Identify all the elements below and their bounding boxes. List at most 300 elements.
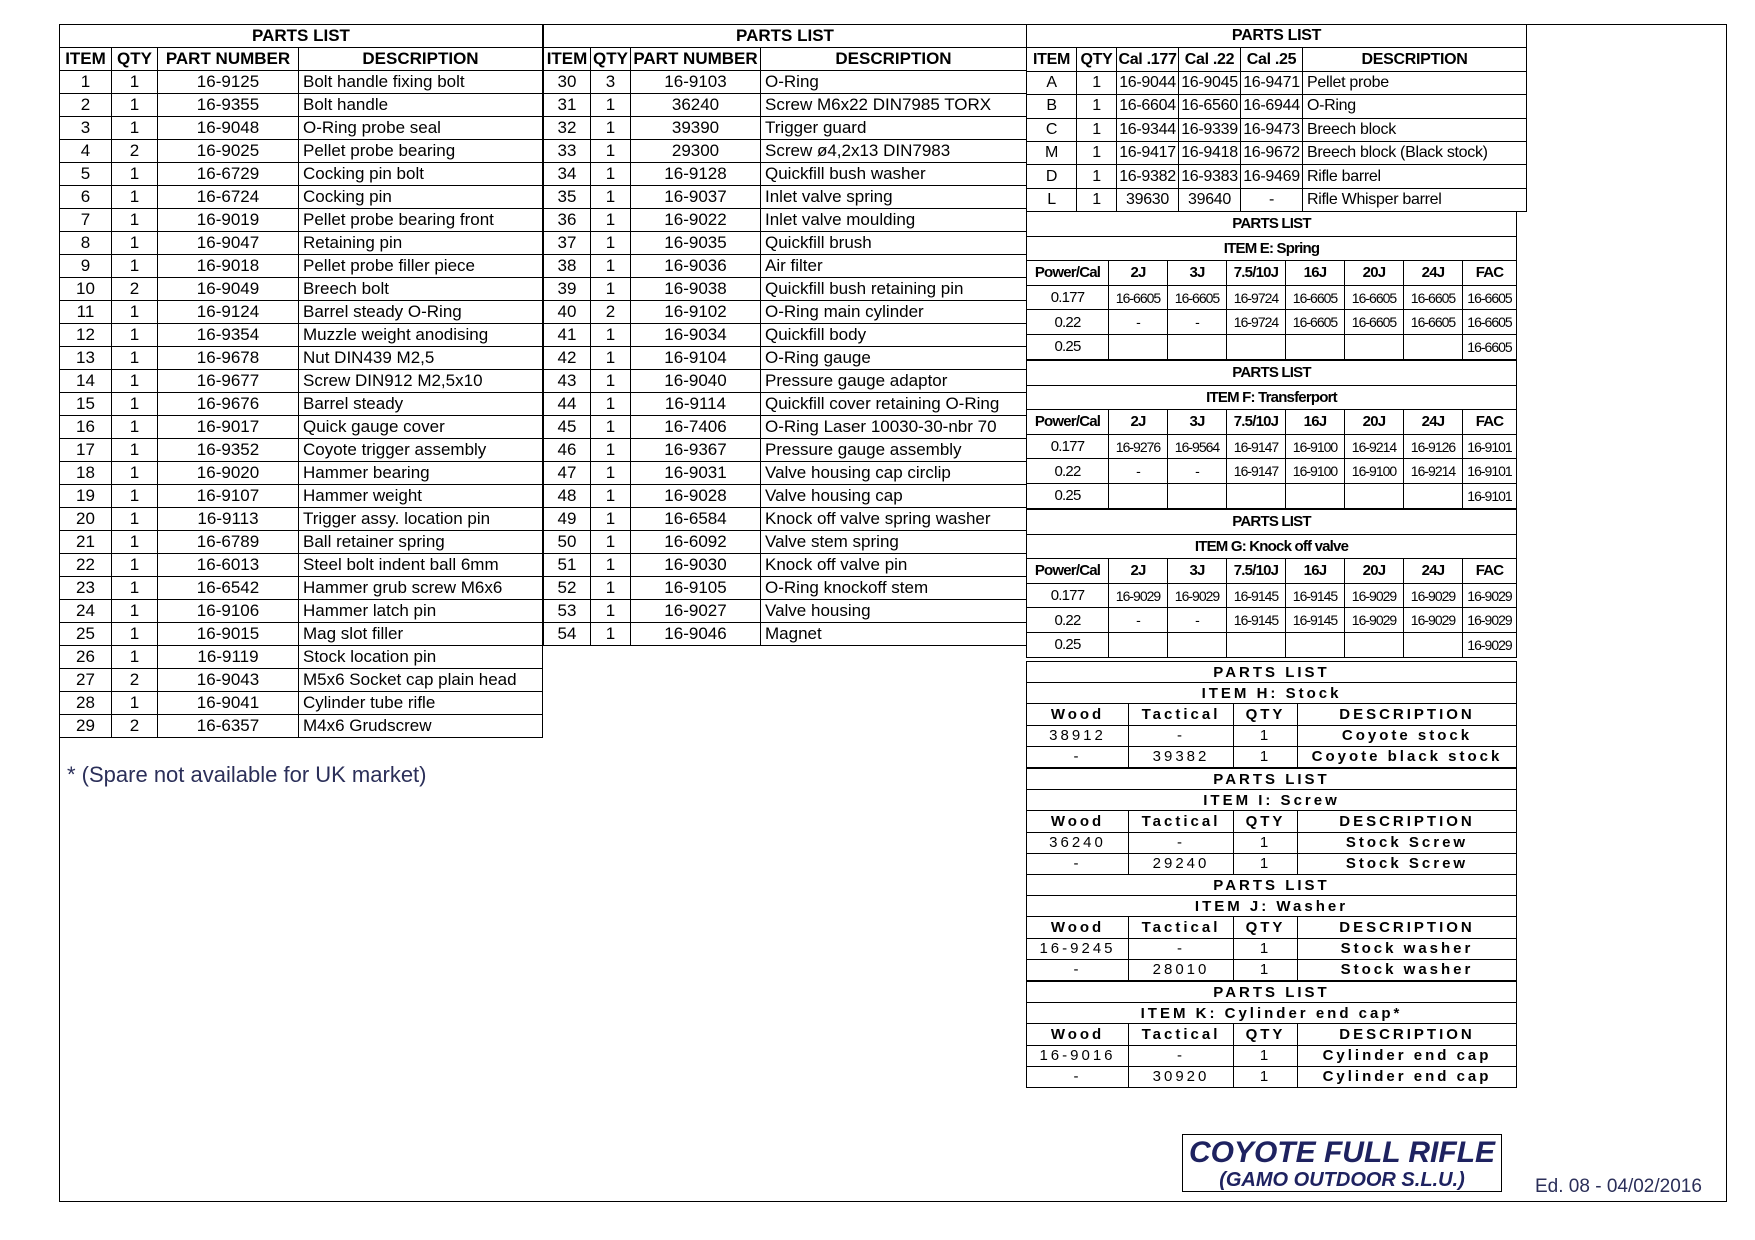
wood-cell: 16-9016	[1027, 1045, 1129, 1066]
item-cell: 13	[60, 347, 112, 370]
table-row	[1027, 434, 1517, 459]
qty-cell: 1	[112, 462, 158, 485]
description-cell: Quickfill brush	[761, 232, 1027, 255]
part-number-cell: -	[1109, 608, 1168, 633]
header-cal-22: Cal .22	[1179, 48, 1241, 71]
table-row	[1027, 285, 1517, 310]
item-cell: 47	[544, 462, 591, 485]
item-cell: D	[1027, 165, 1077, 188]
description-cell: Valve stem spring	[761, 531, 1027, 554]
table-row	[1027, 725, 1517, 746]
description-cell: Magnet	[761, 623, 1027, 646]
part-number-cell	[1168, 334, 1227, 359]
table-row	[60, 439, 543, 462]
item-cell: 38	[544, 255, 591, 278]
description-cell: Quick gauge cover	[299, 416, 543, 439]
description-cell: Knock off valve pin	[761, 554, 1027, 577]
table-row	[60, 232, 543, 255]
power-header-cell: 2J	[1109, 410, 1168, 435]
part-number-cell: 16-9100	[1286, 434, 1345, 459]
cal-25-cell: 16-6944	[1241, 95, 1303, 118]
stock-header-cell: Wood	[1027, 917, 1129, 938]
part-number-cell: 16-6789	[158, 531, 299, 554]
part-number-cell: 16-9029	[1404, 608, 1463, 633]
qty-cell: 1	[1077, 71, 1117, 94]
description-cell: Quickfill bush retaining pin	[761, 278, 1027, 301]
description-cell: Coyote stock	[1298, 725, 1517, 746]
part-number-cell: 16-9035	[631, 232, 761, 255]
qty-cell: 1	[112, 416, 158, 439]
description-cell: Stock washer	[1298, 938, 1517, 959]
item-cell: 33	[544, 140, 591, 163]
item-cell: A	[1027, 71, 1077, 94]
qty-cell: 1	[591, 117, 631, 140]
table-title: PARTS LIST	[1027, 982, 1517, 1003]
table-row	[60, 94, 543, 117]
item-cell: 50	[544, 531, 591, 554]
tactical-cell: 29240	[1129, 853, 1234, 874]
table-row	[544, 301, 1027, 324]
part-number-cell: 16-9114	[631, 393, 761, 416]
description-cell: Quickfill bush washer	[761, 163, 1027, 186]
part-number-cell: 16-9029	[1345, 608, 1404, 633]
part-number-cell: 16-9106	[158, 600, 299, 623]
header-item: ITEM	[544, 48, 591, 71]
caliber-cell: 0.22	[1027, 608, 1109, 633]
item-cell: 42	[544, 347, 591, 370]
qty-cell: 1	[112, 232, 158, 255]
item-cell: M	[1027, 141, 1077, 164]
qty-cell: 1	[112, 324, 158, 347]
table-row	[544, 255, 1027, 278]
caliber-cell: 0.22	[1027, 310, 1109, 335]
qty-cell: 1	[591, 370, 631, 393]
qty-cell: 1	[1234, 959, 1298, 980]
qty-cell: 1	[1234, 746, 1298, 767]
item-cell: 27	[60, 669, 112, 692]
part-number-cell: 16-9048	[158, 117, 299, 140]
stock-header-cell: Wood	[1027, 1024, 1129, 1045]
item-cell: 32	[544, 117, 591, 140]
item-cell: 30	[544, 71, 591, 94]
header-qty: QTY	[591, 48, 631, 71]
table-row	[60, 117, 543, 140]
qty-cell: 3	[591, 71, 631, 94]
table-row	[60, 301, 543, 324]
stock-header-cell: DESCRIPTION	[1298, 917, 1517, 938]
table-title: PARTS LIST	[544, 25, 1027, 48]
item-cell: 10	[60, 278, 112, 301]
description-cell: Stock Screw	[1298, 853, 1517, 874]
part-number-cell: 16-9029	[1463, 583, 1517, 608]
description-cell: Hammer grub screw M6x6	[299, 577, 543, 600]
description-cell: Air filter	[761, 255, 1027, 278]
cal-22-cell: 16-9418	[1179, 141, 1241, 164]
description-cell: Coyote black stock	[1298, 746, 1517, 767]
power-header-cell: 24J	[1404, 261, 1463, 286]
item-title: ITEM G: Knock off valve	[1027, 534, 1517, 559]
table-row	[1027, 832, 1517, 853]
part-number-cell: 16-9564	[1168, 434, 1227, 459]
part-number-cell	[1286, 483, 1345, 508]
item-title: ITEM J: Washer	[1027, 896, 1517, 917]
header-description: DESCRIPTION	[1303, 48, 1527, 71]
table-row	[544, 209, 1027, 232]
item-cell: 8	[60, 232, 112, 255]
uk-market-note: * (Spare not available for UK market)	[67, 762, 427, 787]
part-number-cell: 16-9041	[158, 692, 299, 715]
wood-cell: -	[1027, 959, 1129, 980]
part-number-cell: 16-9029	[1109, 583, 1168, 608]
table-row	[60, 646, 543, 669]
part-number-cell	[1345, 483, 1404, 508]
description-cell: Quickfill cover retaining O-Ring	[761, 393, 1027, 416]
stock-table-cylinder-end-cap	[1026, 981, 1517, 1088]
part-number-cell: 16-9027	[631, 600, 761, 623]
description-cell: Valve housing cap	[761, 485, 1027, 508]
qty-cell: 1	[1234, 853, 1298, 874]
qty-cell: 1	[112, 692, 158, 715]
power-header-cell: FAC	[1463, 410, 1517, 435]
power-header-cell: 7.5/10J	[1227, 410, 1286, 435]
header-item: ITEM	[1027, 48, 1077, 71]
table-row	[60, 692, 543, 715]
item-cell: 40	[544, 301, 591, 324]
part-number-cell: 16-9101	[1463, 434, 1517, 459]
part-number-cell: 16-6013	[158, 554, 299, 577]
cal-22-cell: 16-9045	[1179, 71, 1241, 94]
table-row	[544, 485, 1027, 508]
table-row	[544, 71, 1027, 94]
table-title: PARTS LIST	[1027, 662, 1517, 683]
qty-cell: 1	[112, 577, 158, 600]
qty-cell: 1	[112, 347, 158, 370]
part-number-cell: 16-9047	[158, 232, 299, 255]
item-cell: 36	[544, 209, 591, 232]
part-number-cell: 16-9128	[631, 163, 761, 186]
part-number-cell: 16-6542	[158, 577, 299, 600]
tactical-cell: 28010	[1129, 959, 1234, 980]
item-cell: 29	[60, 715, 112, 738]
table-row	[60, 416, 543, 439]
power-header-cell: 16J	[1286, 410, 1345, 435]
part-number-cell: 16-6724	[158, 186, 299, 209]
item-title: ITEM K: Cylinder end cap*	[1027, 1003, 1517, 1024]
part-number-cell	[1168, 632, 1227, 657]
part-number-cell: 16-9104	[631, 347, 761, 370]
item-cell: 43	[544, 370, 591, 393]
part-number-cell: 16-9124	[158, 301, 299, 324]
part-number-cell: 16-9022	[631, 209, 761, 232]
qty-cell: 1	[112, 439, 158, 462]
part-number-cell: 16-9276	[1109, 434, 1168, 459]
part-number-cell: 16-9724	[1227, 285, 1286, 310]
qty-cell: 1	[591, 140, 631, 163]
qty-cell: 1	[591, 186, 631, 209]
part-number-cell: 16-6605	[1286, 310, 1345, 335]
part-number-cell: 16-9724	[1227, 310, 1286, 335]
qty-cell: 1	[591, 278, 631, 301]
part-number-cell: 16-9034	[631, 324, 761, 347]
tactical-cell: 30920	[1129, 1066, 1234, 1087]
item-cell: 31	[544, 94, 591, 117]
item-cell: 44	[544, 393, 591, 416]
power-header-cell: Power/Cal	[1027, 261, 1109, 286]
description-cell: Hammer weight	[299, 485, 543, 508]
qty-cell: 1	[112, 163, 158, 186]
part-number-cell: 16-9100	[1345, 459, 1404, 484]
description-cell: Pellet probe filler piece	[299, 255, 543, 278]
table-row	[1027, 483, 1517, 508]
stock-header-cell: Tactical	[1129, 811, 1234, 832]
wood-cell: -	[1027, 746, 1129, 767]
part-number-cell: 16-9145	[1227, 608, 1286, 633]
part-number-cell: 16-9145	[1286, 608, 1345, 633]
item-title: ITEM H: Stock	[1027, 683, 1517, 704]
stock-header-cell: Wood	[1027, 704, 1129, 725]
part-number-cell: 16-6605	[1168, 285, 1227, 310]
description-cell: Ball retainer spring	[299, 531, 543, 554]
part-number-cell: 16-6605	[1345, 285, 1404, 310]
qty-cell: 1	[1234, 832, 1298, 853]
part-number-cell: -	[1109, 310, 1168, 335]
part-number-cell: 16-6605	[1463, 334, 1517, 359]
drawing-title: COYOTE FULL RIFLE	[1188, 1136, 1496, 1169]
part-number-cell: 16-9029	[1404, 583, 1463, 608]
description-cell: Screw ø4,2x13 DIN7983	[761, 140, 1027, 163]
power-header-cell: 20J	[1345, 261, 1404, 286]
item-cell: 21	[60, 531, 112, 554]
description-cell: Cylinder tube rifle	[299, 692, 543, 715]
stock-header-cell: Wood	[1027, 811, 1129, 832]
description-cell: O-Ring probe seal	[299, 117, 543, 140]
stock-header-cell: Tactical	[1129, 917, 1234, 938]
part-number-cell: 16-9037	[631, 186, 761, 209]
table-row	[60, 278, 543, 301]
item-cell: 41	[544, 324, 591, 347]
part-number-cell	[1168, 483, 1227, 508]
stock-header-cell: QTY	[1234, 1024, 1298, 1045]
description-cell: Pellet probe bearing	[299, 140, 543, 163]
power-header-cell: 20J	[1345, 410, 1404, 435]
qty-cell: 1	[112, 393, 158, 416]
qty-cell: 1	[1077, 95, 1117, 118]
header-cal-25: Cal .25	[1241, 48, 1303, 71]
description-cell: Quickfill body	[761, 324, 1027, 347]
item-cell: 54	[544, 623, 591, 646]
power-header-cell: 20J	[1345, 559, 1404, 584]
power-header-cell: FAC	[1463, 261, 1517, 286]
header-cal-177: Cal .177	[1117, 48, 1179, 71]
table-row	[1027, 95, 1527, 118]
qty-cell: 1	[1234, 938, 1298, 959]
part-number-cell: 16-9113	[158, 508, 299, 531]
caliber-cell: 0.25	[1027, 334, 1109, 359]
caliber-cell: 0.177	[1027, 583, 1109, 608]
part-number-cell: 16-9020	[158, 462, 299, 485]
description-cell: Mag slot filler	[299, 623, 543, 646]
table-row	[60, 347, 543, 370]
stock-header-cell: QTY	[1234, 704, 1298, 725]
part-number-cell: 29300	[631, 140, 761, 163]
qty-cell: 1	[591, 577, 631, 600]
part-number-cell	[1227, 632, 1286, 657]
description-cell: Barrel steady	[299, 393, 543, 416]
header-qty: QTY	[1077, 48, 1117, 71]
qty-cell: 1	[112, 531, 158, 554]
description-cell: Bolt handle fixing bolt	[299, 71, 543, 94]
company-name: (GAMO OUTDOOR S.L.U.)	[1219, 1169, 1465, 1191]
item-cell: 1	[60, 71, 112, 94]
qty-cell: 1	[591, 531, 631, 554]
table-row	[60, 508, 543, 531]
part-number-cell: 16-9678	[158, 347, 299, 370]
qty-cell: 1	[591, 209, 631, 232]
table-row	[544, 232, 1027, 255]
cal-22-cell: 16-9383	[1179, 165, 1241, 188]
stock-header-cell: QTY	[1234, 917, 1298, 938]
table-row	[60, 140, 543, 163]
description-cell: Breech block	[1303, 118, 1527, 141]
qty-cell: 1	[591, 623, 631, 646]
part-number-cell: 16-9031	[631, 462, 761, 485]
description-cell: Stock location pin	[299, 646, 543, 669]
description-cell: M5x6 Socket cap plain head	[299, 669, 543, 692]
qty-cell: 1	[112, 209, 158, 232]
description-cell: Stock washer	[1298, 959, 1517, 980]
description-cell: Rifle Whisper barrel	[1303, 188, 1527, 211]
qty-cell: 1	[112, 485, 158, 508]
part-number-cell: 39390	[631, 117, 761, 140]
table-row	[544, 623, 1027, 646]
power-header-cell: 24J	[1404, 559, 1463, 584]
description-cell: Screw DIN912 M2,5x10	[299, 370, 543, 393]
table-row	[544, 94, 1027, 117]
wood-cell: 38912	[1027, 725, 1129, 746]
part-number-cell: 16-9017	[158, 416, 299, 439]
part-number-cell: 16-9019	[158, 209, 299, 232]
power-header-cell: Power/Cal	[1027, 410, 1109, 435]
cal-22-cell: 16-9339	[1179, 118, 1241, 141]
item-cell: 17	[60, 439, 112, 462]
part-number-cell: 16-9025	[158, 140, 299, 163]
qty-cell: 2	[112, 669, 158, 692]
table-row	[544, 347, 1027, 370]
description-cell: O-Ring	[1303, 95, 1527, 118]
qty-cell: 1	[112, 508, 158, 531]
header-qty: QTY	[112, 48, 158, 71]
table-row	[544, 600, 1027, 623]
table-row	[544, 577, 1027, 600]
part-number-cell: 36240	[631, 94, 761, 117]
description-cell: Cylinder end cap	[1298, 1066, 1517, 1087]
header-description: DESCRIPTION	[299, 48, 543, 71]
part-number-cell: 16-6605	[1286, 285, 1345, 310]
item-cell: C	[1027, 118, 1077, 141]
description-cell: Retaining pin	[299, 232, 543, 255]
part-number-cell: 16-6605	[1404, 310, 1463, 335]
wood-cell: -	[1027, 1066, 1129, 1087]
table-row	[544, 324, 1027, 347]
qty-cell: 1	[1077, 188, 1117, 211]
cal-177-cell: 16-6604	[1117, 95, 1179, 118]
part-number-cell	[1227, 334, 1286, 359]
table-title: PARTS LIST	[60, 25, 543, 48]
stock-header-cell: QTY	[1234, 811, 1298, 832]
description-cell: Inlet valve spring	[761, 186, 1027, 209]
item-cell: L	[1027, 188, 1077, 211]
part-number-cell: 16-9214	[1404, 459, 1463, 484]
table-row	[1027, 746, 1517, 767]
parts-list-middle	[543, 24, 1027, 646]
table-row	[60, 462, 543, 485]
item-cell: 28	[60, 692, 112, 715]
description-cell: Nut DIN439 M2,5	[299, 347, 543, 370]
stock-header-cell: DESCRIPTION	[1298, 1024, 1517, 1045]
part-number-cell: 16-6605	[1463, 285, 1517, 310]
cal-177-cell: 16-9382	[1117, 165, 1179, 188]
qty-cell: 1	[112, 554, 158, 577]
part-number-cell: 16-9103	[631, 71, 761, 94]
table-row	[1027, 310, 1517, 335]
part-number-cell	[1286, 334, 1345, 359]
item-cell: 24	[60, 600, 112, 623]
item-cell: 14	[60, 370, 112, 393]
qty-cell: 1	[591, 232, 631, 255]
qty-cell: 1	[591, 462, 631, 485]
table-row	[60, 669, 543, 692]
qty-cell: 2	[112, 278, 158, 301]
part-number-cell: 16-6357	[158, 715, 299, 738]
cal-25-cell: 16-9473	[1241, 118, 1303, 141]
power-header-cell: 3J	[1168, 261, 1227, 286]
description-cell: Pellet probe	[1303, 71, 1527, 94]
part-number-cell: 16-6605	[1109, 285, 1168, 310]
table-row	[60, 186, 543, 209]
item-cell: 16	[60, 416, 112, 439]
cal-177-cell: 16-9344	[1117, 118, 1179, 141]
part-number-cell	[1109, 632, 1168, 657]
qty-cell: 1	[591, 347, 631, 370]
part-number-cell: -	[1168, 459, 1227, 484]
table-row	[544, 186, 1027, 209]
table-row	[60, 600, 543, 623]
description-cell: Barrel steady O-Ring	[299, 301, 543, 324]
power-header-cell: 2J	[1109, 261, 1168, 286]
part-number-cell	[1345, 334, 1404, 359]
part-number-cell: 16-9145	[1227, 583, 1286, 608]
table-row	[544, 531, 1027, 554]
qty-cell: 1	[112, 117, 158, 140]
qty-cell: 1	[591, 255, 631, 278]
description-cell: Rifle barrel	[1303, 165, 1527, 188]
qty-cell: 1	[591, 163, 631, 186]
table-row	[1027, 583, 1517, 608]
item-cell: 5	[60, 163, 112, 186]
description-cell: Cocking pin bolt	[299, 163, 543, 186]
qty-cell: 1	[1077, 165, 1117, 188]
wood-cell: 16-9245	[1027, 938, 1129, 959]
part-number-cell: 16-9126	[1404, 434, 1463, 459]
wood-cell: 36240	[1027, 832, 1129, 853]
cal-25-cell: -	[1241, 188, 1303, 211]
qty-cell: 1	[1077, 118, 1117, 141]
qty-cell: 1	[591, 600, 631, 623]
table-row	[544, 278, 1027, 301]
qty-cell: 1	[112, 646, 158, 669]
table-row	[60, 485, 543, 508]
table-row	[60, 577, 543, 600]
